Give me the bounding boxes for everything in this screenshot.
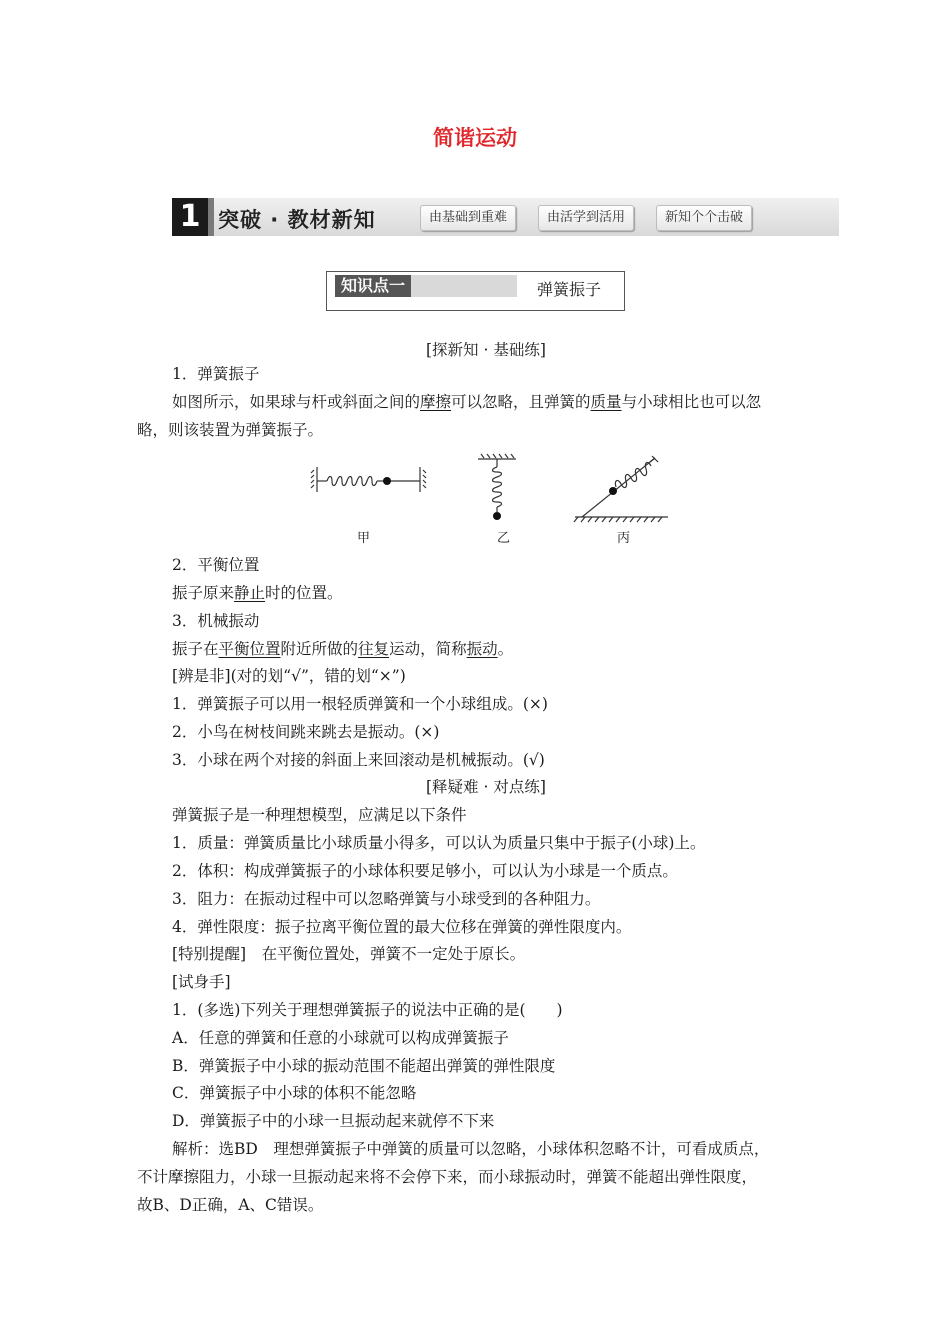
knowledge-point-box — [326, 271, 625, 311]
item2-paragraph: 振子原来静止时的位置。 — [172, 584, 343, 602]
item3-title: 3．机械振动 — [172, 612, 260, 630]
special-reminder: [特别提醒] 在平衡位置处，弹簧不一定处于原长。 — [172, 945, 526, 963]
section-banner — [172, 198, 839, 236]
knowledge-point-name: 弹簧振子 — [537, 280, 602, 299]
condition-item: 1．质量：弹簧质量比小球质量小得多，可以认为质量只集中于振子(小球)上。 — [172, 834, 706, 852]
item1-title: 1．弹簧振子 — [172, 365, 260, 383]
section1-header: [探新知 · 基础练] — [426, 341, 546, 359]
analysis-line: 故B、D正确，A、C错误。 — [137, 1196, 324, 1214]
banner-title: 突破 · 教材新知 — [218, 208, 376, 232]
figure-incline-spring — [574, 456, 668, 522]
conditions-intro: 弹簧振子是一种理想模型，应满足以下条件 — [172, 806, 467, 824]
figure-label-yi: 乙 — [497, 531, 511, 546]
banner-tag-3: 新知个个击破 — [656, 205, 752, 231]
figure-horizontal-spring — [311, 467, 426, 492]
option-c: C．弹簧振子中小球的体积不能忽略 — [172, 1084, 417, 1102]
judge-item: 1．弹簧振子可以用一根轻质弹簧和一个小球组成。(×) — [172, 695, 548, 713]
option-a: A．任意的弹簧和任意的小球就可以构成弹簧振子 — [172, 1029, 509, 1047]
banner-tag-2: 由活学到活用 — [538, 205, 634, 231]
banner-tag-1: 由基础到重难 — [420, 205, 516, 231]
section2-header: [释疑难 · 对点练] — [426, 778, 546, 796]
condition-item: 4．弹性限度：振子拉离平衡位置的最大位移在弹簧的弹性限度内。 — [172, 918, 632, 936]
condition-item: 3．阻力：在振动过程中可以忽略弹簧与小球受到的各种阻力。 — [172, 890, 601, 908]
figure-label-jia: 甲 — [357, 531, 371, 546]
analysis-line: 解析：选BD 理想弹簧振子中弹簧的质量可以忽略，小球体积忽略不计，可看成质点， — [172, 1140, 770, 1158]
judge-item: 2．小鸟在树枝间跳来跳去是振动。(×) — [172, 723, 440, 741]
item2-title: 2．平衡位置 — [172, 556, 260, 574]
judge-item: 3．小球在两个对接的斜面上来回滚动是机械振动。(√) — [172, 751, 545, 769]
try-header: [试身手] — [172, 973, 231, 991]
knowledge-point-label: 知识点一 — [335, 275, 411, 297]
banner-number: 1 — [172, 198, 208, 236]
page-title: 简谐运动 — [433, 126, 517, 150]
condition-item: 2．体积：构成弹簧振子的小球体积要足够小，可以认为小球是一个质点。 — [172, 862, 678, 880]
figure-vertical-spring — [478, 454, 516, 512]
item3-paragraph: 振子在平衡位置附近所做的往复运动，简称振动。 — [172, 640, 514, 658]
figure-label-bing: 丙 — [617, 531, 631, 546]
question-stem: 1．(多选)下列关于理想弹簧振子的说法中正确的是( ) — [172, 1001, 563, 1019]
option-d: D．弹簧振子中的小球一旦振动起来就停不下来 — [172, 1112, 495, 1130]
analysis-line: 不计摩擦阻力，小球一旦振动起来将不会停下来，而小球振动时，弹簧不能超出弹性限度， — [137, 1168, 758, 1186]
judge-header: [辨是非](对的划“√”，错的划“×”) — [172, 667, 406, 685]
item1-paragraph-line2: 略，则该装置为弹簧振子。 — [137, 421, 324, 439]
option-b: B．弹簧振子中小球的振动范围不能超出弹簧的弹性限度 — [172, 1057, 556, 1075]
item1-paragraph-line1: 如图所示，如果球与杆或斜面之间的摩擦可以忽略，且弹簧的质量与小球相比也可以忽 — [172, 393, 762, 411]
